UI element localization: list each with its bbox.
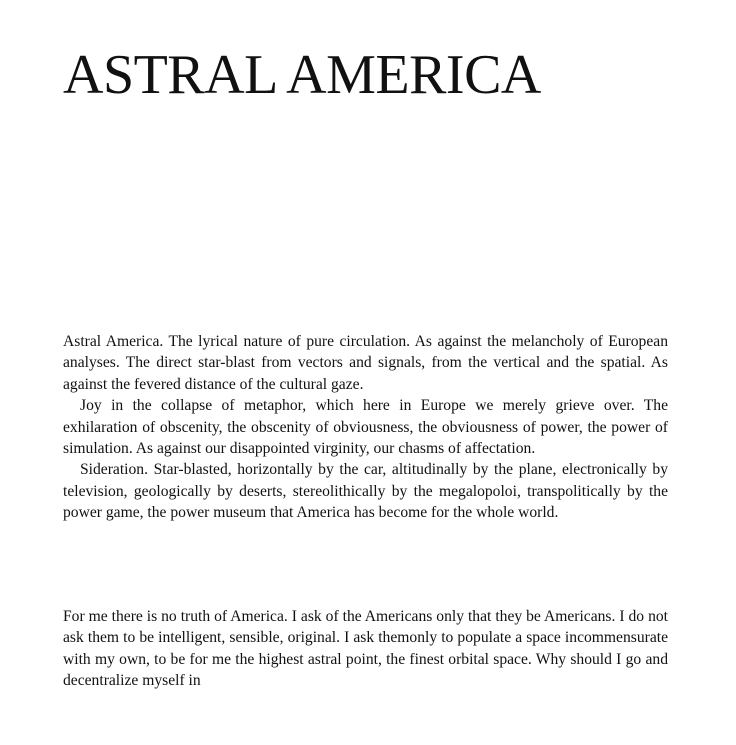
paragraph-joy-in-collapse: Joy in the collapse of metaphor, which here in Europe we merely grieve over. The exhilaration of obscenity, the obscenity of obviousness, the obviousness of power, the power of simulation. As against our disappointed virginity, our chasms of affectation.: [63, 397, 668, 458]
paragraph-sideration: Sideration. Star-blasted, horizontally by the car, altitudinally by the plane, electronically by television, geologically by deserts, stereolithically by the megalopoloi, transpolitically by the power game, the power museum that America has become for the whole world.: [63, 461, 668, 522]
paragraph-astral-america: Astral America. The lyrical nature of pure circulation. As against the melancholy of European analyses. The direct star-blast from vectors and signals, from the vertical and the spatial. As against the fevered distance of the cultural gaze.: [63, 333, 668, 393]
paragraph-no-truth-of-america: For me there is no truth of America. I ask of the Americans only that they be Americans. I do not ask them to be intelligent, sensible, original. I ask themonly to populate a space incommensurate with my own, to be for me the highest astral point, the finest orbital space. Why should I go and decentralize myself in: [63, 608, 668, 690]
section-two: [63, 606, 668, 692]
section-one: [63, 331, 668, 524]
chapter-title: ASTRAL AMERICA: [63, 44, 541, 106]
